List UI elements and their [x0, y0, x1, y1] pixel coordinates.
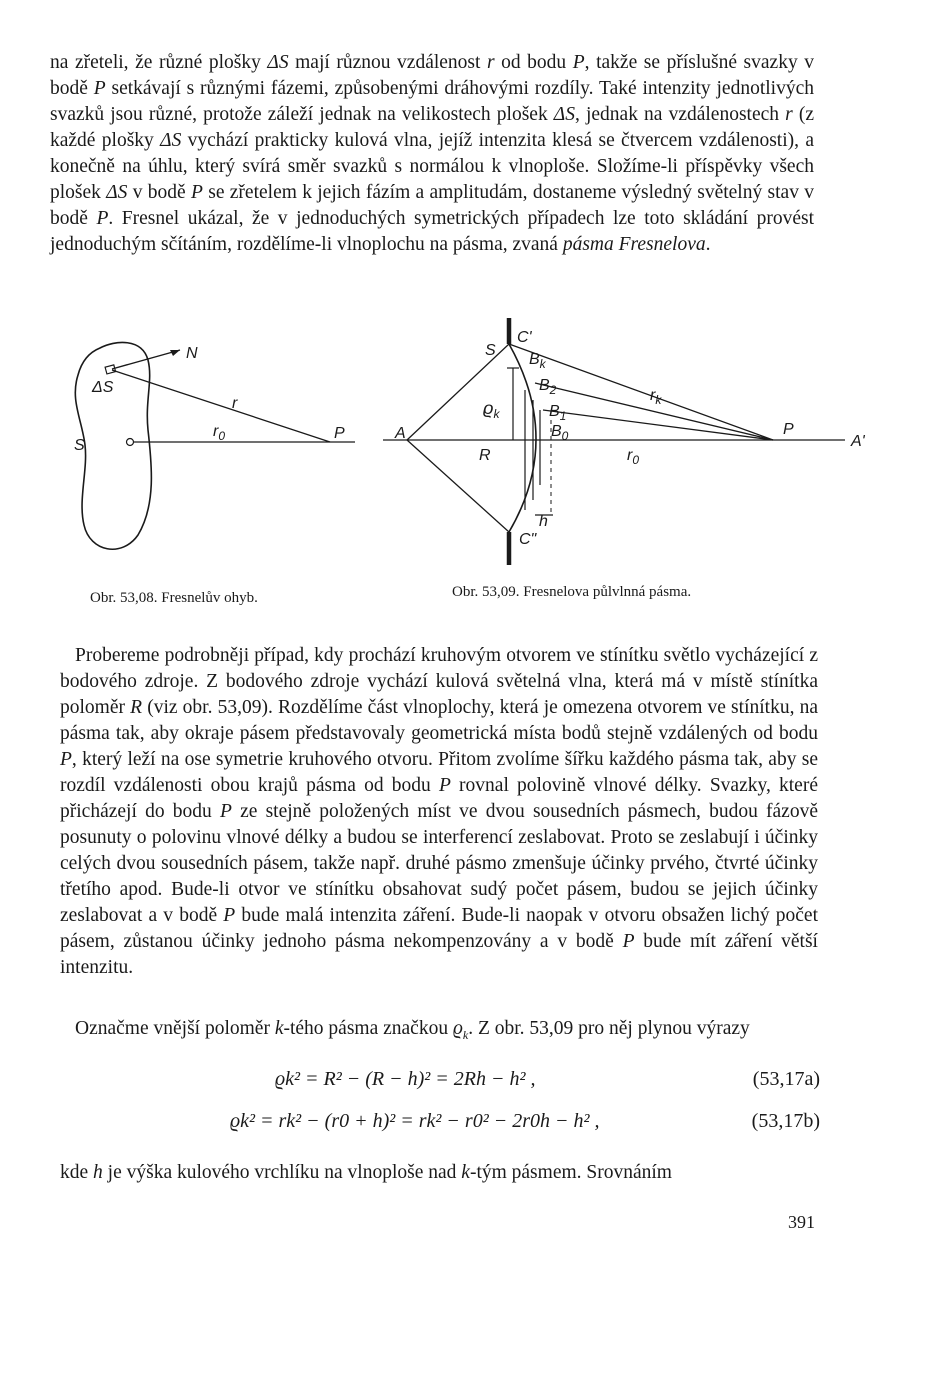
label-R: R: [479, 447, 491, 464]
label-h: h: [539, 513, 548, 530]
label-B1: $B_1$: [549, 403, 567, 423]
label-C1: C': [517, 329, 532, 346]
surface-element: [105, 365, 116, 374]
label-r0: $r_0$: [213, 423, 226, 443]
equation-53-17a: [60, 1068, 820, 1098]
equation-53-17a-number: (53,17a): [752, 1068, 820, 1090]
source-point: [127, 439, 134, 446]
label-dS: ΔS: [92, 379, 114, 396]
equation-53-17b-number: (53,17b): [751, 1110, 820, 1132]
label-r: r: [232, 395, 238, 412]
label-P: P: [334, 425, 345, 442]
page-number: 391: [788, 1212, 815, 1232]
label-C2: C": [519, 531, 537, 548]
paragraph-4: kde h je výška kulového vrchlíku na vlnoploše nad k-tým pásmem. Srovnáním: [60, 1162, 672, 1183]
label-B0: $B_0$: [551, 423, 569, 443]
equation-53-17b: [60, 1110, 820, 1140]
figure-2-caption: Obr. 53,09. Fresnelova půlvlnná pásma.: [452, 584, 692, 600]
figure-fresnel-half-wave-zones: [375, 310, 885, 575]
wavefront-outline: [75, 342, 151, 549]
paragraph-1: na zřeteli, že různé plošky ΔS mají různou vzdálenost r od bodu P, takže se příslušné svazky v bodě P setkávají s různými fázemi, způsobenými dráhovými rozdíly. Také intenzity jednotlivých svazků jsou různé, protože záleží jednak na velikostech plošek ΔS, jednak na vzdálenostech r (z každé plošky ΔS vychází prakticky kulová vlna, jejíž intenzita klesá se čtvercem vzdálenosti), a konečně na úhlu, který svírá směr svazků s normálou k vlnoploše. Složíme-li příspěvky všech plošek ΔS v bodě P se zřetelem k jejich fázím a amplitudám, dostaneme výsledný světelný stav v bodě P. Fresnel ukázal, že v jednoduchých symetrických případech lze toto skládání provést jednoduchým sčítáním, rozdělíme-li vlnoplochu na pásma, zvaná pásma Fresnelova.: [50, 52, 814, 255]
label-S: S: [74, 437, 85, 454]
paragraph-3: Označme vnější poloměr k-tého pásma značkou $ϱ_k$. Z obr. 53,09 pro něj plynou výrazy: [75, 1018, 750, 1042]
normal-line: [112, 350, 180, 369]
normal-arrow-icon: [170, 350, 180, 356]
label-P: P: [783, 421, 794, 438]
label-A1: A': [851, 433, 865, 450]
equation-53-17b-formula: ϱk² = rk² − (r0 + h)² = rk² − r0² − 2r0h − h² ,: [230, 1110, 600, 1132]
ray-A-C2: [407, 440, 509, 532]
label-S: S: [485, 342, 496, 359]
equation-53-17a-formula: ϱk² = R² − (R − h)² = 2Rh − h² ,: [275, 1068, 536, 1090]
label-N: N: [186, 345, 198, 362]
figure-fresnel-diffraction: [60, 330, 370, 560]
figure-1-caption: Obr. 53,08. Fresnelův ohyb.: [90, 590, 258, 606]
label-A: A: [395, 425, 406, 442]
label-r0: $r_0$: [627, 447, 640, 467]
label-Bk: $B_k$: [529, 351, 546, 371]
label-B2: $B_2$: [539, 377, 557, 397]
label-rk: $r_k$: [650, 387, 662, 407]
paragraph-2: Probereme podrobněji případ, kdy prochází kruhovým otvorem ve stínítku světlo vycházející z bodového zdroje. Z bodového zdroje vychází kulová světelná vlna, která má v místě stínítka poloměr R (viz obr. 53,09). Rozdělíme část vlnoplochy, která je omezena otvorem ve stínítku, na pásma tak, aby okraje pásem představovaly geometrická místa bodů stejně vzdálených od bodu P, který leží na ose symetrie kruhového otvoru. Přitom zvolíme šířku každého pásma tak, aby se rozdíl vzdálenosti obou krajů pásma od bodu P rovnal polovině vlnové délky. Svazky, které přicházejí do bodu P ze stejně položených míst ve dvou sousedních pásmech, budou fázově posunuty o polovinu vlnové délky a budou se interferencí zeslabovat. Proto se zeslabují i účinky celých dvou sousedních pásem, takže např. druhé pásmo zmenšuje účinky prvého, čtvrté účinky třetího apod. Bude-li otvor ve stínítku obsahovat sudý počet pásem, budou se jejich účinky zeslabovat a v bodě P bude malá intenzita záření. Bude-li naopak v otvoru obsažen lichý počet pásem, zůstanou účinky jednoho pásma nekompenzovány a v bodě P bude mít záření větší intenzitu.: [60, 645, 819, 978]
ray-B1-P: [543, 410, 773, 440]
label-rho-k: $ϱ_k$: [483, 398, 500, 421]
